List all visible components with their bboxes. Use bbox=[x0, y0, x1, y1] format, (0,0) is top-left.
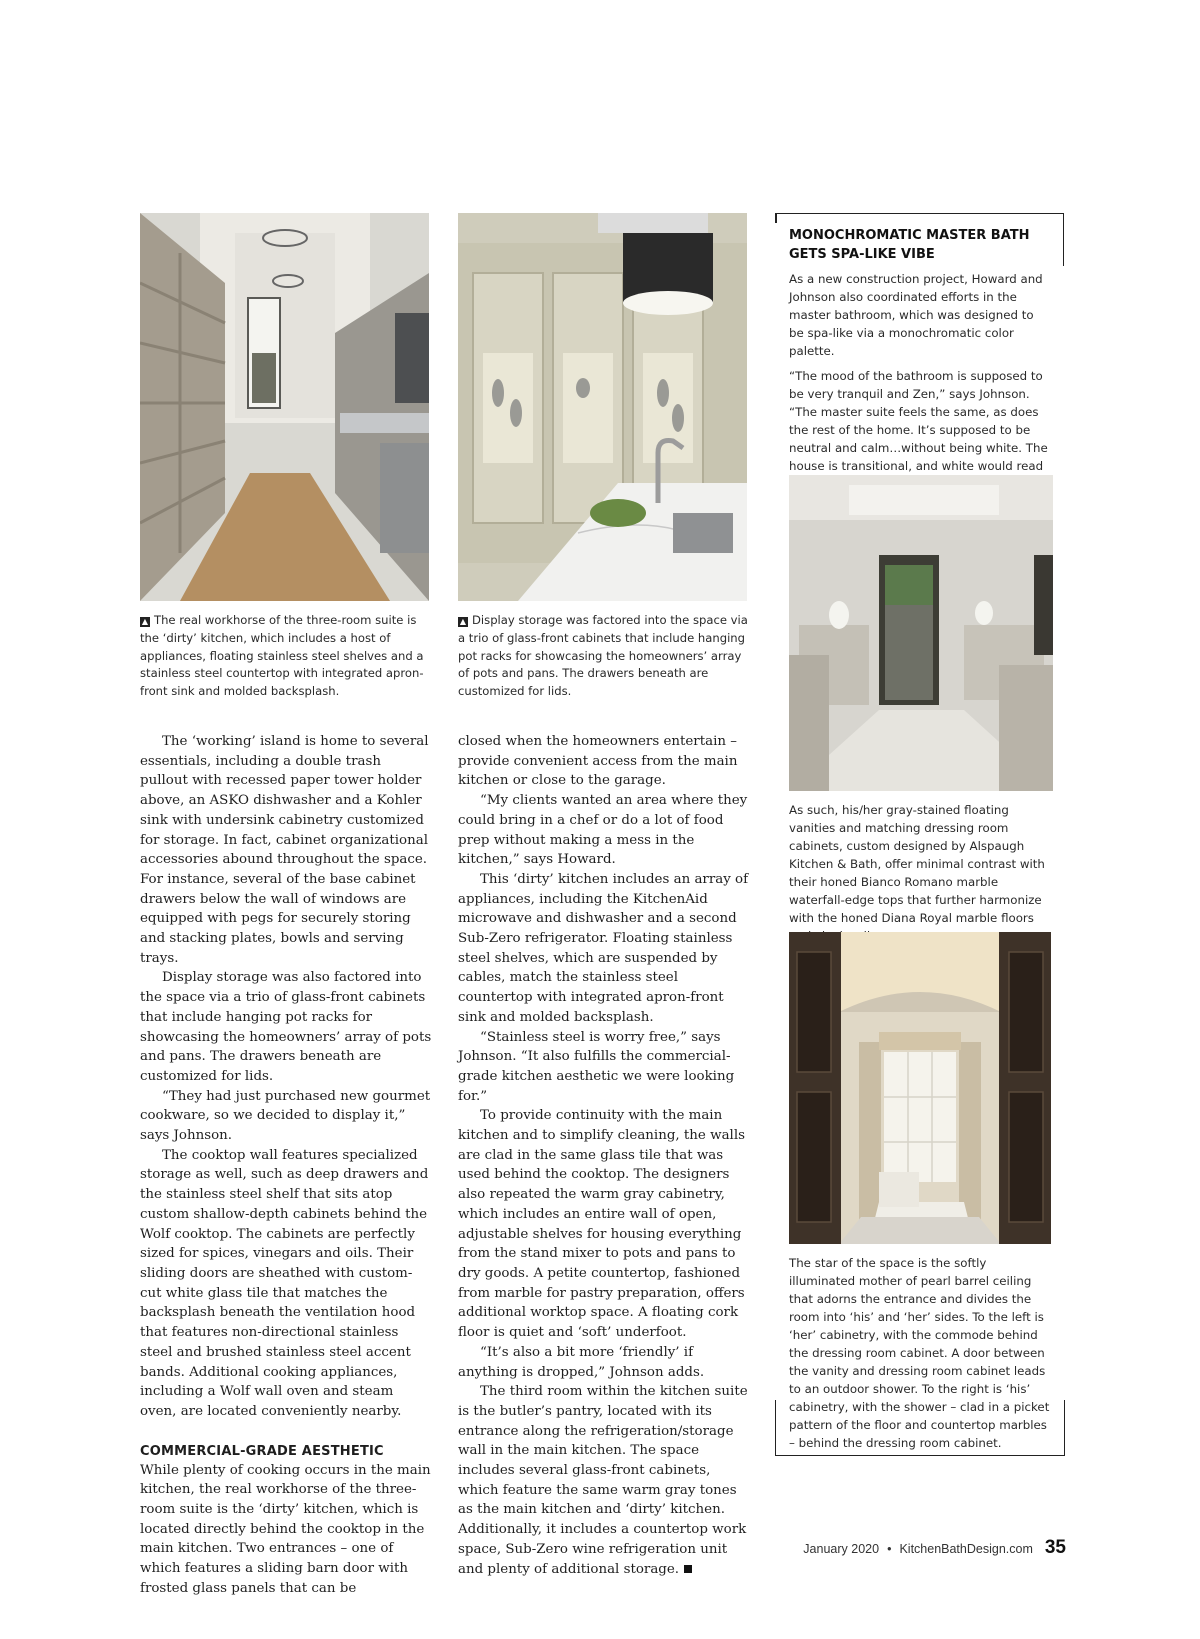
paragraph: This ‘dirty’ kitchen includes an array of appliances, including the KitchenAid microwave and dishwasher and a second Sub-Zero refrigerator. Floating stainless steel shelves, which are suspended by cables, match the stainless steel countertop with integrated apron-front sink and molded backsplash. bbox=[458, 871, 749, 1025]
sidebar bbox=[789, 226, 1051, 500]
paragraph: To provide continuity with the main kitchen and to simplify cleaning, the walls are clad in the same glass tile that was used behind the cooktop. The designers also repeated the warm gray cabinetry, which includes an entire wall of open, adjustable shelves for housing everything from the stand mixer to pots and pans to dry goods. A petite countertop, fashioned from marble for pastry preparation, offers additional worktop space. A floating cork floor is quiet and ‘soft’ underfoot. bbox=[458, 1108, 745, 1341]
sidebar-paragraph: “The mood of the bathroom is supposed to be very tranquil and Zen,” says Johnson. “The master suite feels the same, as does the rest of the home. It’s supposed to be neutral and calm…without being white. The house is transitional, and white would read bbox=[789, 369, 1048, 473]
arrow-up-icon: ▲ bbox=[141, 617, 149, 626]
photo-display-storage bbox=[458, 213, 747, 601]
sidebar-title: MONOCHROMATIC MASTER BATH GETS SPA-LIKE VIBE bbox=[789, 228, 1030, 262]
article-column-2 bbox=[458, 732, 750, 1579]
caption-dressing-room: The star of the space is the softly illuminated mother of pearl barrel ceiling that adorns the entrance and divides the room into ‘his’ and ‘her’ sides. To the left is ‘her’ cabinetry, with the commode behind the dressing room cabinet. A door between the vanity and dressing room cabinet leads to an outdoor shower. To the right is ‘his’ cabinetry, with the shower – clad in a picket pattern of the floor and countertop marbles – behind the dressing room cabinet. bbox=[789, 1256, 1050, 1450]
paragraph: “Stainless steel is worry free,” says Johnson. “It also fulfills the commercial-grade kitchen aesthetic we were looking for.” bbox=[458, 1029, 735, 1104]
paragraph: Display storage was also factored into the space via a trio of glass-front cabinets that include hanging pot racks for showcasing the homeowners’ array of pots and pans. The drawers beneath are customized for lids. bbox=[140, 970, 432, 1084]
paragraph: “My clients wanted an area where they could bring in a chef or do a lot of food prep without making a mess in the kitchen,” says Howard. bbox=[458, 793, 748, 868]
photo-master-bath bbox=[789, 475, 1053, 791]
end-of-article-icon bbox=[684, 1565, 692, 1573]
photo-dressing-room bbox=[789, 932, 1051, 1244]
caption-master-bath: As such, his/her gray-stained floating vanities and matching dressing room cabinets, custom designed by Alspaugh Kitchen & Bath, offer minimal contrast with their honed Bianco Romano marble waterfall-edge tops that further harmonize with the honed Diana Royal marble floors bbox=[789, 803, 1045, 925]
paragraph: “They had just purchased new gourmet cookware, so we decided to display it,” says Johnson. bbox=[140, 1088, 431, 1144]
footer-separator: • bbox=[887, 1542, 892, 1556]
issue-date: January 2020 bbox=[803, 1542, 880, 1556]
sidebar-corner-top-left bbox=[775, 213, 777, 223]
website: KitchenBathDesign.com bbox=[899, 1542, 1033, 1556]
paragraph: While plenty of cooking occurs in the main kitchen, the real workhorse of the three-room suite is the ‘dirty’ kitchen, which is located directly behind the cooktop in the main kitchen. Two entrances – one of which features a sliding barn door with frosted glass panels that can be bbox=[140, 1462, 431, 1596]
paragraph: closed when the homeowners entertain – provide convenient access from the main kitchen or close to the garage. bbox=[458, 734, 738, 789]
paragraph-last: The third room within the kitchen suite is the butler’s pantry, located with its entrance along the refrigeration/storage wall in the main kitchen. The space includes several glass-front cabinets, which feature the same warm gray tones as the main kitchen and ‘dirty’ kitchen. Additionally, it includes a countertop work space, Sub-Zero wine refrigeration unit and plenty of additional storage. bbox=[458, 1384, 748, 1577]
paragraph: The cooktop wall features specialized storage as well, such as deep drawers and the stainless steel shelf that sits atop custom shallow-depth cabinets behind the Wolf cooktop. The cabinets are perfectly sized for spices, vinegars and oils. Their sliding doors are sheathed with custom-cut white glass tile that matches the backsplash beneath the ventilation hood that features non-directional stainless steel and brushed stainless steel accent bands. Additional cooking appliances, including a Wolf wall oven and steam oven, are located conveniently nearby. bbox=[140, 1147, 429, 1419]
page-footer bbox=[760, 1537, 1066, 1559]
article-column-1 bbox=[140, 732, 432, 1599]
paragraph: The ‘working’ island is home to several essentials, including a double trash pullout with recessed paper tower holder above, an ASKO dishwasher and a Kohler sink with undersink cabinetry customized for storage. In fact, cabinet organizational accessories abound throughout the space. For instance, several of the base cabinet drawers below the wall of windows are equipped with pegs for securely storing and stacking plates, bowls and serving trays. bbox=[140, 734, 429, 966]
section-heading: COMMERCIAL-GRADE AESTHETIC bbox=[140, 1443, 384, 1459]
photo-dirty-kitchen bbox=[140, 213, 429, 601]
sidebar-paragraph: As a new construction project, Howard and Johnson also coordinated efforts in the master bathroom, which was designed to be spa-like via a monochromatic color palette. bbox=[789, 272, 1043, 358]
page-number: 35 bbox=[1044, 1537, 1066, 1558]
arrow-up-icon: ▲ bbox=[459, 617, 467, 626]
caption-dirty-kitchen: ▲ The real workhorse of the three-room suite is the ‘dirty’ kitchen, which includes a host of appliances, floating stainless steel shelves and a stainless steel countertop with integrated apron-front sink and molded backsplash. bbox=[140, 613, 424, 699]
caption-display-storage: ▲ Display storage was factored into the space via a trio of glass-front cabinets that include hanging pot racks for showcasing the homeowners’ array of pots and pans. The drawers beneath are customized for lids. bbox=[458, 613, 748, 699]
paragraph: “It’s also a bit more ‘friendly’ if anything is dropped,” Johnson adds. bbox=[458, 1344, 705, 1380]
